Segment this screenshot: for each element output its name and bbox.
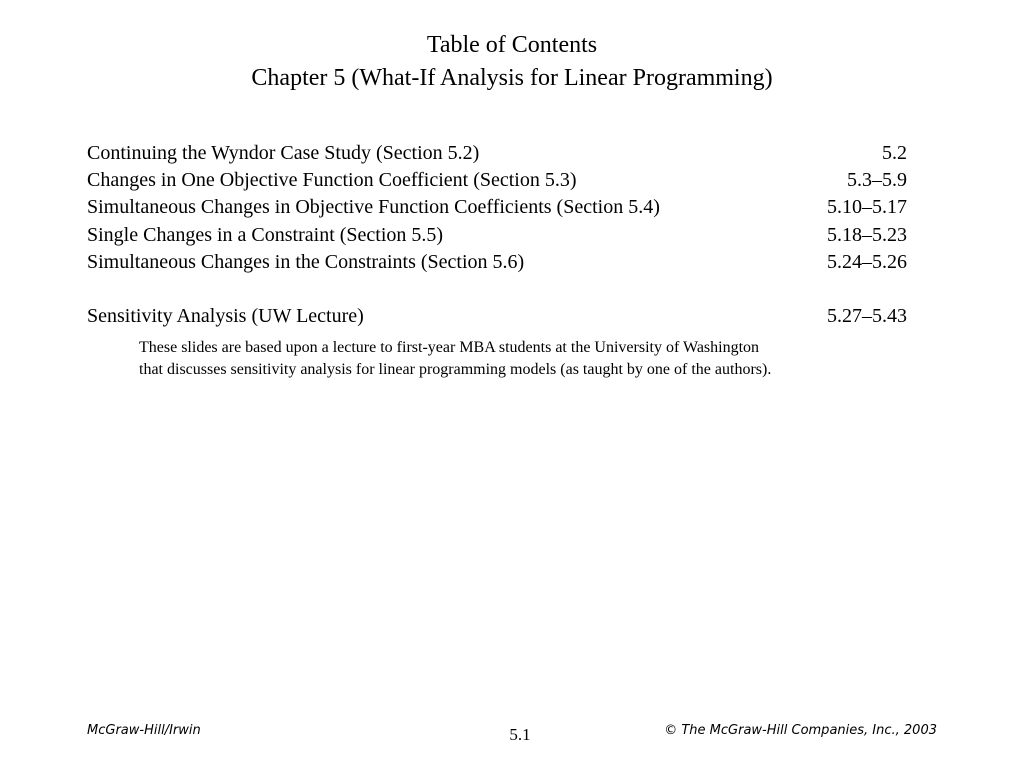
toc-entry-pages: 5.24–5.26 [827, 250, 907, 273]
toc-entry-label: Continuing the Wyndor Case Study (Section 5.2) [87, 142, 480, 164]
footer-slide-number: 5.1 [509, 725, 531, 744]
toc-entry-pages: 5.27–5.43 [827, 304, 907, 327]
table-of-contents [87, 140, 907, 330]
toc-entry-label: Simultaneous Changes in the Constraints (Section 5.6) [87, 250, 525, 273]
footer-copyright: © The McGraw-Hill Companies, Inc., 2003 [664, 723, 937, 738]
toc-entry [87, 167, 907, 194]
footer-publisher: McGraw-Hill/Irwin [87, 723, 201, 738]
note-line: These slides are based upon a lecture to first-year MBA students at the University of Washington [139, 339, 760, 356]
note-line: that discusses sensitivity analysis for linear programming models (as taught by one of the authors). [139, 361, 772, 378]
toc-entry-pages: 5.2 [882, 142, 907, 164]
toc-entry-pages: 5.3–5.9 [847, 169, 907, 192]
slide-subtitle: Chapter 5 (What-If Analysis for Linear Programming) [251, 65, 773, 91]
toc-entry-label: Sensitivity Analysis (UW Lecture) [87, 304, 364, 327]
toc-entry [87, 140, 907, 167]
toc-spacer [87, 276, 907, 303]
toc-entry-uw-lecture [87, 303, 907, 330]
toc-entry-pages: 5.18–5.23 [827, 223, 907, 246]
toc-entry-label: Single Changes in a Constraint (Section 5.5) [87, 223, 444, 246]
toc-entry [87, 194, 907, 221]
toc-entry [87, 222, 907, 249]
slide-title: Table of Contents [426, 32, 598, 58]
toc-entry-label: Simultaneous Changes in Objective Function Coefficients (Section 5.4) [87, 196, 660, 219]
toc-entry [87, 249, 907, 276]
toc-entry-label: Changes in One Objective Function Coefficient (Section 5.3) [87, 169, 577, 192]
toc-entry-pages: 5.10–5.17 [827, 196, 907, 219]
slide-title-block [0, 29, 1024, 95]
uw-lecture-note [139, 337, 949, 381]
